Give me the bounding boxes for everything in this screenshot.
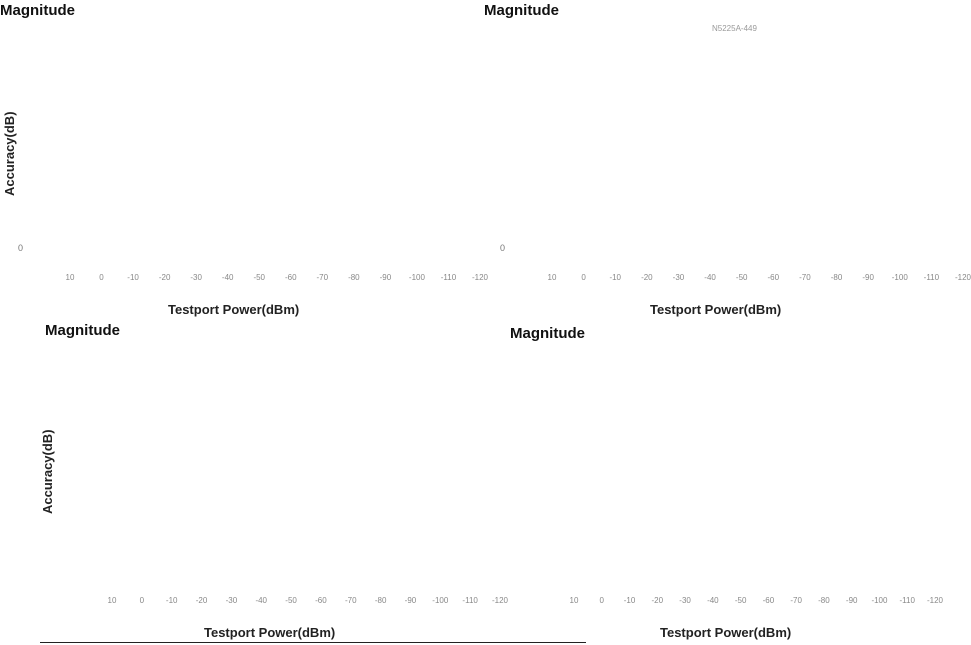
panel-1-x-tick: -40 xyxy=(221,273,234,282)
panel-3-x-tick: -80 xyxy=(374,596,387,605)
panel-2-x-tick: -50 xyxy=(735,273,748,282)
panel-2-x-tick: -90 xyxy=(862,273,874,282)
panel-1-x-tick: -20 xyxy=(158,273,171,282)
panel-3-x-tick: 0 xyxy=(139,596,145,605)
panel-4-x-tick: -90 xyxy=(845,596,858,605)
panel-2-x-tick: -120 xyxy=(954,273,971,282)
panel-4-x-tick: -110 xyxy=(899,596,915,605)
panel-2-subtitle: N5225A-449 xyxy=(712,24,757,33)
panel-4-x-tick: -70 xyxy=(790,596,802,605)
panel-1-x-tick: 10 xyxy=(65,273,75,282)
panel-2-x-tick: -60 xyxy=(767,273,780,282)
panel-4-x-tick: -50 xyxy=(734,596,747,605)
footer-rule xyxy=(40,642,586,643)
panel-2-x-tick: 0 xyxy=(581,273,586,282)
panel-2-x-tick: -10 xyxy=(609,273,621,282)
panel-4-title: Magnitude xyxy=(510,325,585,342)
panel-4-x-tick: -60 xyxy=(762,596,775,605)
panel-3-xlabel: Testport Power(dBm) xyxy=(204,625,336,640)
panel-1-x-tick: -10 xyxy=(127,273,139,282)
panel-1-xlabel: Testport Power(dBm) xyxy=(168,302,300,317)
panel-4-x-tick: -30 xyxy=(679,596,691,605)
panel-4-x-tick: -20 xyxy=(651,596,664,605)
panel-2-x-tick: -20 xyxy=(641,273,653,282)
panel-3-ylabel: Accuracy(dB) xyxy=(40,429,55,514)
panel-4-x-tick: 0 xyxy=(599,596,604,605)
panel-1-x-tick: 0 xyxy=(99,273,104,282)
panel-4-x-tick: -120 xyxy=(926,596,944,605)
panel-2-title: Magnitude xyxy=(484,2,559,19)
panel-3-x-tick: -30 xyxy=(225,596,238,605)
panel-1-x-tick: -100 xyxy=(408,273,425,282)
panel-1-x-tick: -60 xyxy=(284,273,297,282)
panel-3-x-tick: -70 xyxy=(344,596,357,605)
panel-1-x-tick: -70 xyxy=(316,273,329,282)
panel-1-x-tick: -30 xyxy=(190,273,202,282)
panel-4-xlabel: Testport Power(dBm) xyxy=(660,625,792,640)
panel-3-x-tick: -120 xyxy=(491,596,509,605)
panel-3-x-tick: -40 xyxy=(255,596,267,605)
panel-3-x-tick: -90 xyxy=(404,596,417,605)
panel-4-x-tick: -80 xyxy=(818,596,830,605)
panel-4-x-tick: -100 xyxy=(871,596,888,605)
panel-1-x-tick: -80 xyxy=(348,273,360,282)
panel-3-x-tick: -20 xyxy=(195,596,208,605)
panel-2-x-tick: -30 xyxy=(672,273,685,282)
panel-2-xlabel: Testport Power(dBm) xyxy=(650,302,782,317)
panel-1-title: Magnitude xyxy=(0,2,75,19)
panel-2-x-tick: -40 xyxy=(704,273,716,282)
panel-4-x-tick: -10 xyxy=(623,596,636,605)
panel-2-x-ticks xyxy=(0,273,969,285)
panel-2-x-tick: -110 xyxy=(923,273,940,282)
panel-1-x-tick: -90 xyxy=(379,273,392,282)
panel-1-y-tick-0: 0 xyxy=(18,243,24,253)
panel-3-x-tick: -10 xyxy=(165,596,178,605)
panel-4-x-tick: -40 xyxy=(707,596,719,605)
panel-3-x-tick: 10 xyxy=(107,596,117,605)
panel-2-x-tick: 10 xyxy=(547,273,557,282)
panel-3-x-tick: -60 xyxy=(315,596,327,605)
panel-4-x-ticks xyxy=(0,596,969,608)
panel-2-x-tick: -70 xyxy=(799,273,811,282)
panel-1-ylabel: Accuracy(dB) xyxy=(2,111,17,196)
panel-2-x-tick: -80 xyxy=(830,273,843,282)
panel-2-x-tick: -100 xyxy=(891,273,908,282)
panel-1-x-tick: -50 xyxy=(253,273,265,282)
panel-4-x-tick: 10 xyxy=(569,596,579,605)
panel-3-x-tick: -100 xyxy=(432,596,449,605)
panel-3-title: Magnitude xyxy=(45,322,120,339)
panel-3-x-tick: -110 xyxy=(462,596,478,605)
panel-1-x-tick: -110 xyxy=(440,273,457,282)
panel-2-y-tick-0: 0 xyxy=(500,243,506,253)
panel-3-x-tick: -50 xyxy=(285,596,297,605)
panel-1-x-tick: -120 xyxy=(471,273,489,282)
